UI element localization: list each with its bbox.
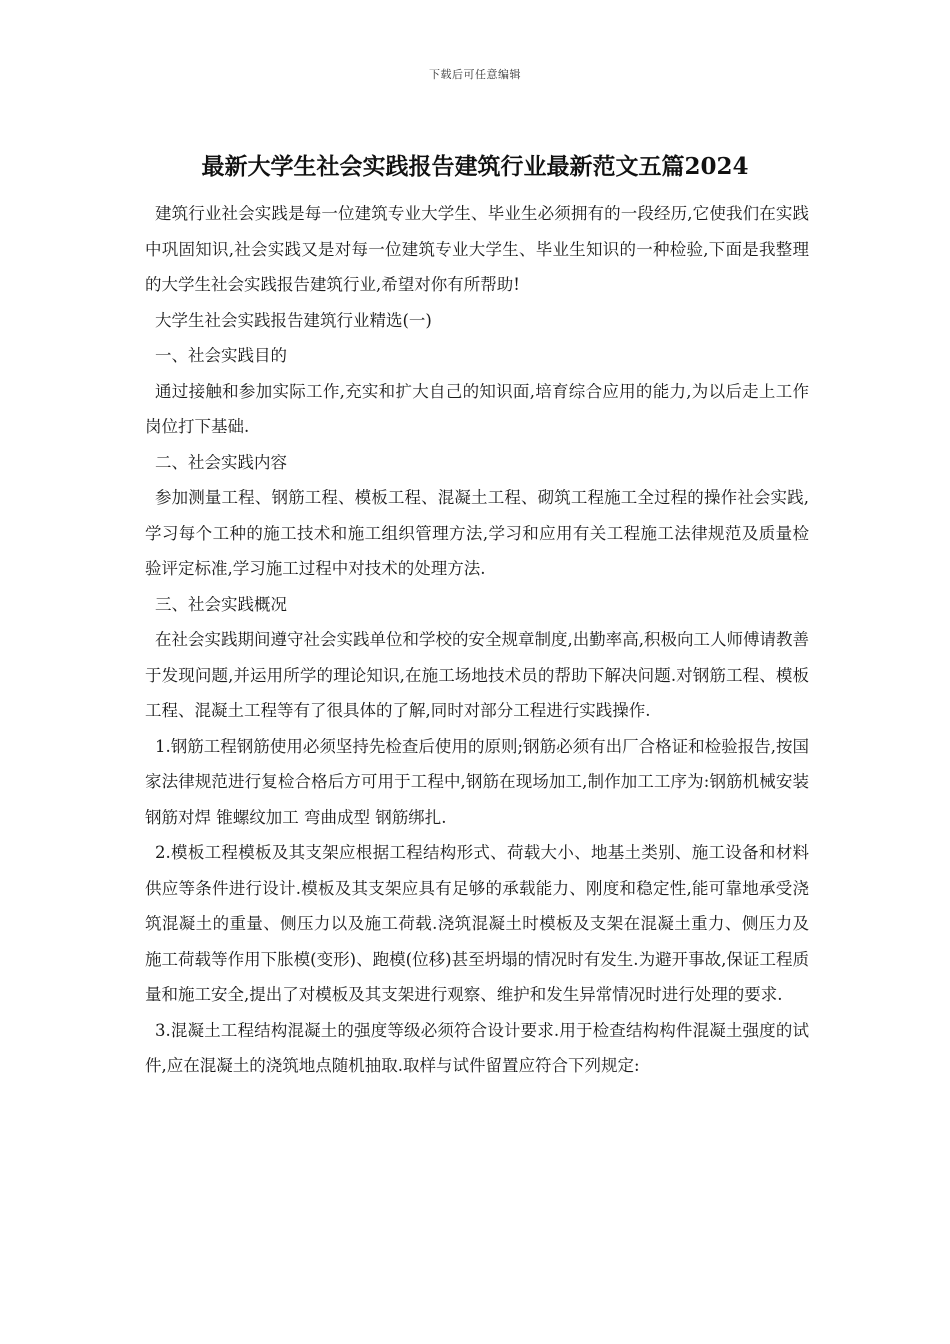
intro-paragraph: 建筑行业社会实践是每一位建筑专业大学生、毕业生必须拥有的一段经历,它使我们在实践中巩固知识,社会实践又是对每一位建筑专业大学生、毕业生知识的一种检验,下面是我整理的大学生社会实践报告建筑行业,希望对你有所帮助!	[145, 204, 809, 294]
heading-practice-content: 二、社会实践内容	[155, 452, 287, 472]
page-header-note: 下载后可任意编辑	[429, 68, 521, 81]
paragraph-rebar-engineering: 1.钢筋工程钢筋使用必须坚持先检查后使用的原则;钢筋必须有出厂合格证和检验报告,按国家法律规范进行复检合格后方可用于工程中,钢筋在现场加工,制作加工工序为:钢筋机械安装 钢筋对焊 锥螺纹加工 弯曲成型 钢筋绑扎.	[145, 736, 809, 827]
document-title: 最新大学生社会实践报告建筑行业最新范文五篇2024	[201, 153, 749, 180]
paragraph-formwork-engineering: 2.模板工程模板及其支架应根据工程结构形式、荷载大小、地基土类别、施工设备和材料供应等条件进行设计.模板及其支架应具有足够的承载能力、刚度和稳定性,能可靠地承受浇筑混凝土的重量、侧压力以及施工荷载.浇筑混凝土时模板及支架在混凝土重力、侧压力及施工荷载等作用下胀模(变形)、跑模(位移)甚至坍塌的情况时有发生.为避开事故,保证工程质量和施工安全,提出了对模板及其支架进行观察、维护和发生异常情况时进行处理的要求.	[145, 843, 809, 1004]
paragraph-concrete-engineering: 3.混凝土工程结构混凝土的强度等级必须符合设计要求.用于检查结构构件混凝土强度的试件,应在混凝土的浇筑地点随机抽取.取样与试件留置应符合下列规定:	[145, 1020, 809, 1075]
paragraph-practice-overview: 在社会实践期间遵守社会实践单位和学校的安全规章制度,出勤率高,积极向工人师傅请教善于发现问题,并运用所学的理论知识,在施工场地技术员的帮助下解决问题.对钢筋工程、模板工程、混凝土工程等有了很具体的了解,同时对部分工程进行实践操作.	[145, 630, 809, 720]
section-heading-selection-1: 大学生社会实践报告建筑行业精选(一)	[155, 310, 432, 330]
paragraph-practice-purpose: 通过接触和参加实际工作,充实和扩大自己的知识面,培育综合应用的能力,为以后走上工作岗位打下基础.	[145, 381, 809, 436]
heading-practice-overview: 三、社会实践概况	[155, 594, 287, 614]
document-body	[145, 196, 809, 1084]
heading-practice-purpose: 一、社会实践目的	[155, 346, 287, 365]
paragraph-practice-content: 参加测量工程、钢筋工程、模板工程、混凝土工程、砌筑工程施工全过程的操作社会实践,学习每个工种的施工技术和施工组织管理方法,学习和应用有关工程施工法律规范及质量检验评定标准,学习施工过程中对技术的处理方法.	[145, 488, 809, 578]
